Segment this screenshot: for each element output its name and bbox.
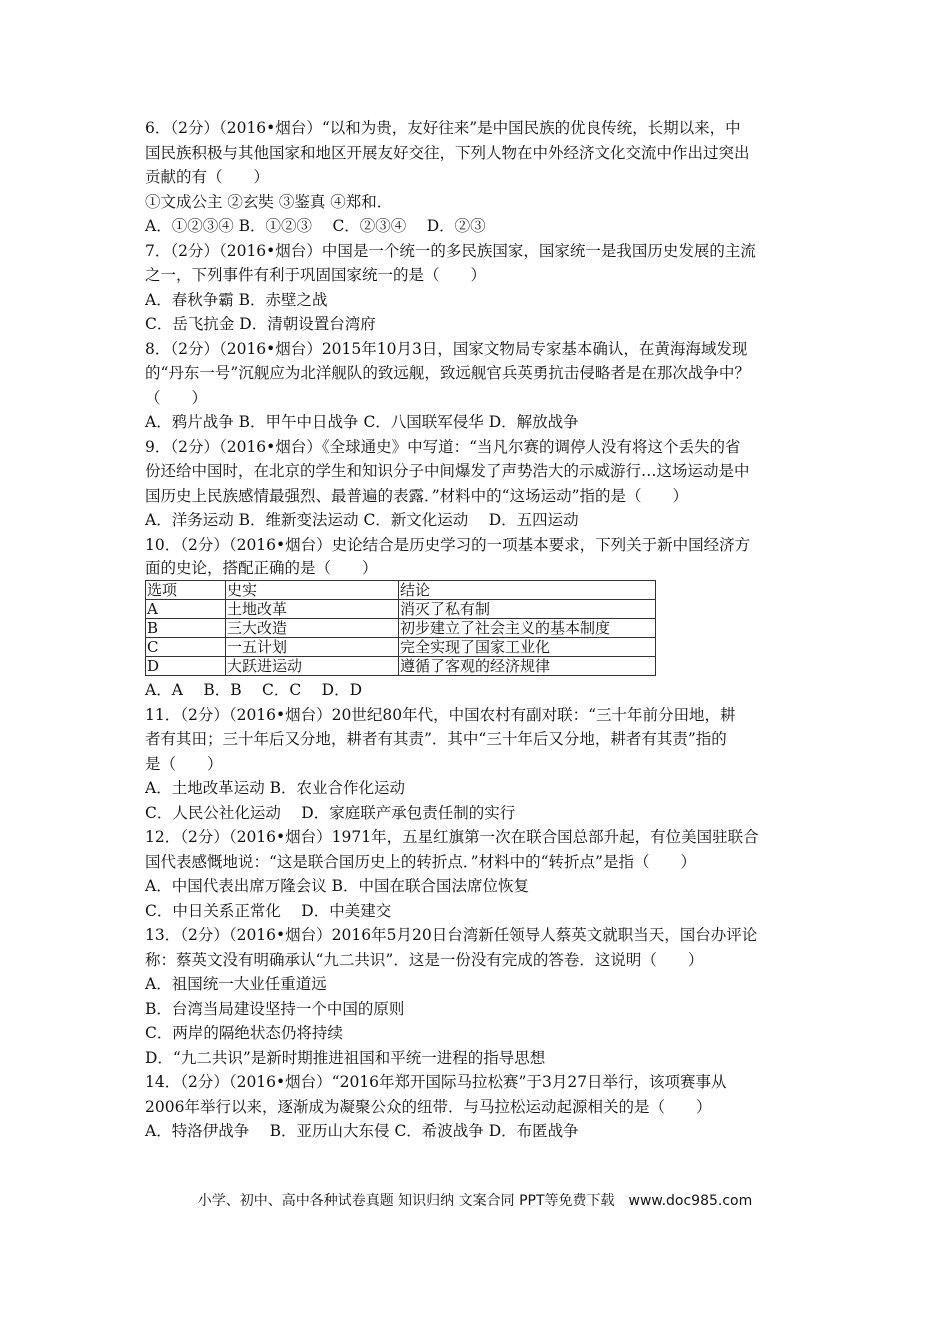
- page-footer: 小学、初中、高中各种试卷真题 知识归纳 文案合同 PPT等免费下载 www.doc985.com: [197, 1193, 753, 1209]
- question-text: 称：蔡英文没有明确承认“九二共识”．这是一份没有完成的答卷．这说明（ ）: [145, 950, 704, 969]
- question-7: [145, 239, 815, 337]
- table-cell: 大跃进运动: [226, 657, 399, 676]
- answer-options: C．中日关系正常化 D．中美建交: [145, 901, 392, 920]
- answer-table: [145, 580, 656, 676]
- question-9: [145, 435, 815, 533]
- table-header-cell: 选项: [146, 581, 226, 600]
- table-header-row: [146, 581, 656, 600]
- question-text: 11．（2分）（2016•烟台）20世纪80年代，中国农村有副对联：“三十年前分田地，耕: [145, 705, 736, 724]
- question-text: 7．（2分）（2016•烟台）中国是一个统一的多民族国家，国家统一是我国历史发展的主流: [145, 241, 756, 260]
- table-cell: 初步建立了社会主义的基本制度: [399, 619, 656, 638]
- question-text: 份还给中国时，在北京的学生和知识分子中间爆发了声势浩大的示威游行…这场运动是中: [145, 462, 750, 480]
- answer-options: A．①②③④ B．①②③ C．②③④ D．②③: [145, 217, 486, 235]
- question-11: [145, 703, 815, 826]
- question-text: 9．（2分）（2016•烟台）《全球通史》中写道：“当凡尔赛的调停人没有将这个丢失的省: [145, 437, 741, 456]
- table-row: [146, 600, 656, 619]
- answer-options: A．鸦片战争 B．甲午中日战争 C．八国联军侵华 D．解放战争: [145, 413, 579, 431]
- question-text: 10．（2分）（2016•烟台）史论结合是历史学习的一项基本要求，下列关于新中国经济方: [145, 535, 751, 554]
- table-header-cell: 结论: [399, 581, 656, 600]
- question-13: [145, 923, 815, 1070]
- question-12: [145, 825, 815, 923]
- question-text: 者有其田；三十年后又分地，耕者有其责”．其中“三十年后又分地，耕者有其责”指的: [145, 730, 727, 748]
- question-8: [145, 337, 815, 435]
- table-cell: 完全实现了国家工业化: [399, 638, 656, 657]
- table-row: [146, 638, 656, 657]
- question-6: [145, 116, 815, 239]
- table-cell: 土地改革: [226, 600, 399, 619]
- question-text: 8．（2分）（2016•烟台）2015年10月3日，国家文物局专家基本确认，在黄海海域发现: [145, 339, 748, 358]
- question-text: 2006年举行以来，逐渐成为凝聚公众的纽带．与马拉松运动起源相关的是（ ）: [145, 1097, 712, 1116]
- answer-option: D．“九二共识”是新时期推进祖国和平统一进程的指导思想: [145, 1048, 546, 1067]
- question-text: 的“丹东一号”沉舰应为北洋舰队的致远舰，致远舰官兵英勇抗击侵略者是在那次战争中？: [145, 364, 750, 382]
- table-cell: A: [146, 600, 226, 619]
- table-cell: D: [146, 657, 226, 676]
- question-text: 国民族积极与其他国家和地区开展友好交往，下列人物在中外经济文化交流中作出过突出: [145, 143, 750, 162]
- answer-option: B．台湾当局建设坚持一个中国的原则: [145, 999, 405, 1018]
- question-items: ①文成公主 ②玄奘 ③鉴真 ④郑和．: [145, 192, 393, 211]
- question-text: 国代表感慨地说：“这是联合国历史上的转折点．”材料中的“转折点”是指（ ）: [145, 852, 696, 871]
- answer-option: C．两岸的隔绝状态仍将持续: [145, 1024, 343, 1042]
- answer-options: A．中国代表出席万隆会议 B．中国在联合国法席位恢复: [145, 877, 530, 895]
- question-text: 6．（2分）（2016•烟台）“以和为贵，友好往来”是中国民族的优良传统，长期以来，中: [145, 119, 741, 137]
- answer-options: A．春秋争霸 B．赤壁之战: [145, 290, 328, 309]
- table-cell: 消灭了私有制: [399, 600, 656, 619]
- table-header-cell: 史实: [226, 581, 399, 600]
- answer-options: A．特洛伊战争 B．亚历山大东侵 C．希波战争 D．布匿战争: [145, 1122, 579, 1140]
- answer-option: A．祖国统一大业任重道远: [145, 975, 327, 993]
- question-text: 13．（2分）（2016•烟台）2016年5月20日台湾新任领导人蔡英文就职当天，国台办评论: [145, 926, 758, 944]
- table-cell: B: [146, 619, 226, 638]
- question-text: 贡献的有（ ）: [145, 168, 270, 186]
- answer-options: A．洋务运动 B．维新变法运动 C．新文化运动 D．五四运动: [145, 511, 579, 529]
- answer-options: A．A B．B C．C D．D: [145, 681, 363, 699]
- table-cell: 三大改造: [226, 619, 399, 638]
- answer-options: C．岳飞抗金 D．清朝设置台湾府: [145, 315, 376, 333]
- question-14: [145, 1070, 815, 1144]
- question-text: 之一，下列事件有利于巩固国家统一的是（ ）: [145, 266, 487, 284]
- question-text: 国历史上民族感情最强烈、最普遍的表露．”材料中的“这场运动”指的是（ ）: [145, 486, 689, 505]
- question-text: 14．（2分）（2016•烟台）“2016年郑开国际马拉松赛”于3月27日举行，该项赛事从: [145, 1073, 727, 1091]
- question-10: [145, 533, 815, 703]
- table-row: [146, 619, 656, 638]
- table-row: [146, 657, 656, 676]
- table-cell: C: [146, 638, 226, 657]
- question-text: 是（ ）: [145, 754, 223, 773]
- table-cell: 遵循了客观的经济规律: [399, 657, 656, 676]
- question-list: [145, 116, 815, 1144]
- question-text: 12．（2分）（2016•烟台）1971年，五星红旗第一次在联合国总部升起，有位美国驻联合: [145, 828, 759, 846]
- table-cell: 一五计划: [226, 638, 399, 657]
- answer-options: A．土地改革运动 B．农业合作化运动: [145, 779, 406, 797]
- question-text: 面的史论，搭配正确的是（ ）: [145, 559, 378, 577]
- answer-options: C．人民公社化运动 D．家庭联产承包责任制的实行: [145, 803, 516, 822]
- question-text: （ ）: [145, 388, 208, 407]
